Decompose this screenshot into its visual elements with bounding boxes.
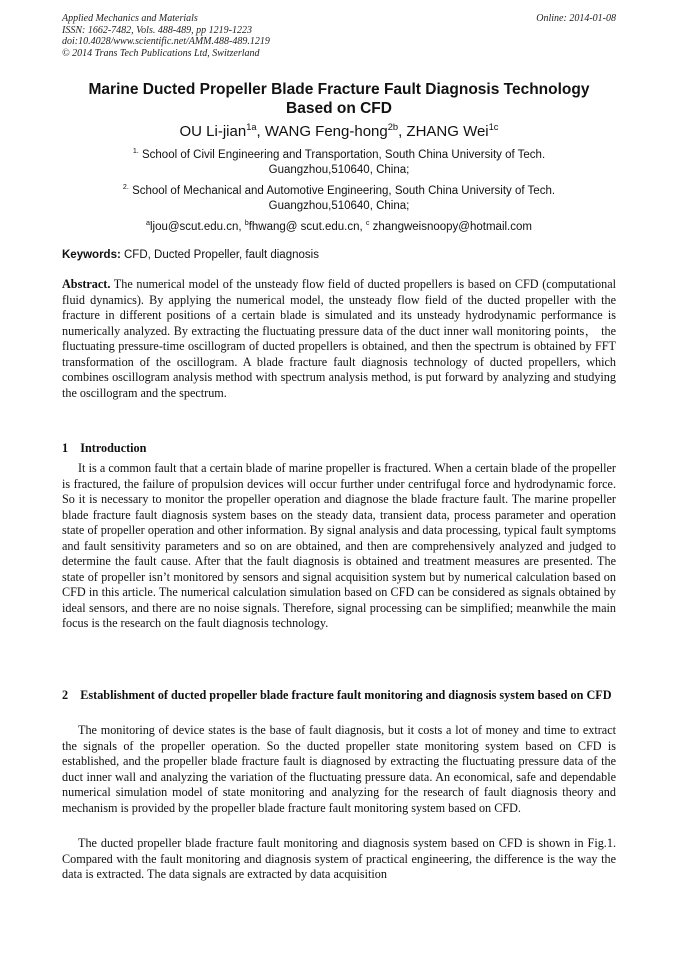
section-2-heading: 2 Establishment of ducted propeller blade fracture fault monitoring and diagnosis system based on CFD	[62, 688, 612, 702]
affiliation-city: Guangzhou,510640, China;	[268, 199, 410, 212]
author-affiliation-mark: 2b	[387, 122, 399, 132]
keywords	[62, 248, 616, 262]
journal-name: Applied Mechanics and Materials	[62, 13, 198, 24]
section-2-paragraph-2: The ducted propeller blade fracture fault monitoring and diagnosis system based on CFD is shown in Fig.1. Compared with the fault monitoring and diagnosis system of practical engineering, the difference is the way the data is extracted. The data signals are extracted by data acquisition	[62, 836, 616, 881]
affiliation-number: 2.	[122, 183, 129, 192]
email-address: zhangweisnoopy@hotmail.com	[369, 221, 532, 233]
abstract-label: Abstract.	[62, 277, 111, 291]
keywords-text: CFD, Ducted Propeller, fault diagnosis	[120, 249, 319, 261]
title-line-2: Based on CFD	[286, 100, 392, 117]
author-name: ZHANG Wei	[406, 123, 489, 140]
issn-line: ISSN: 1662-7482, Vols. 488-489, pp 1219-1223	[62, 24, 252, 36]
abstract	[62, 277, 616, 401]
author-emails	[62, 220, 616, 234]
affiliation-2	[62, 184, 616, 213]
affiliation-city: Guangzhou,510640, China;	[268, 163, 410, 176]
section-1-paragraph: It is a common fault that a certain blade of marine propeller is fractured. When a certain blade of the propeller is fractured, the failure of propulsion devices will occur further under centrifugal force and hydrodynamic force. So it is necessary to monitor the propeller operation and diagnose the blade fracture fault. The marine propeller blade fracture fault diagnosis system bases on the steady data, transient data, process parameter and operation state of propeller operation and other information. By signal analysis and data processing, typical fault symptoms and fault sensitivity parameters and so on are obtained, and then are comprehensively analyzed and judged to determine the fault cause. After that the fault diagnosis is obtained and treatment measures are presented. The state of propeller isn’t monitored by sensors and signal acquisition system but by numerical calculation based on CFD in this article. The numerical calculation simulation based on CFD can be considered as signals obtained by ideal sensors, and there are no noise signals. Therefore, signal processing can be simplified; meanwhile the main focus is the research on the fault diagnosis technology.	[62, 461, 616, 630]
affiliation-line: School of Mechanical and Automotive Engineering, South China University of Tech.	[128, 185, 556, 197]
author-separator: ,	[398, 123, 407, 140]
copyright-line: © 2014 Trans Tech Publications Ltd, Switzerland	[62, 47, 260, 59]
author-affiliation-mark: 1a	[246, 122, 257, 132]
section-1-heading: 1 Introduction	[62, 441, 147, 455]
email-address: fhwang@ scut.edu.cn,	[248, 221, 366, 233]
email-mark: c	[365, 219, 370, 228]
title-line-1: Marine Ducted Propeller Blade Fracture Fault Diagnosis Technology	[88, 81, 590, 98]
abstract-text: The numerical model of the unsteady flow field of ducted propellers is based on CFD (computational fluid dynamics). By applying the numerical model, the unsteady flow field of the ducted propeller with the fracture in different positions of a certain blade is simulated and its unsteady hydrodynamic performance is numerically analyzed. By extracting the fluctuating pressure data of the duct inner wall monitoring points， the fluctuating pressure-time oscillogram of ducted propellers is obtained, and then the spectrum is obtained by FFT transformation of the oscillogram. A blade fracture fault diagnosis technology of ducted propellers, which combines oscillogram analysis method with spectrum analysis method, is put forward by analyzing and studying the oscillogram and the spectrum.	[62, 277, 616, 400]
online-date: Online: 2014-01-08	[536, 13, 616, 24]
author-name: OU Li-jian	[179, 123, 247, 140]
author-list	[62, 123, 616, 141]
author-separator: ,	[256, 123, 265, 140]
affiliation-line: School of Civil Engineering and Transportation, South China University of Tech.	[138, 149, 546, 161]
paper-title	[62, 80, 616, 118]
doi-line: doi:10.4028/www.scientific.net/AMM.488-489.1219	[62, 36, 270, 47]
keywords-label: Keywords:	[62, 249, 121, 261]
section-2-paragraph-1: The monitoring of device states is the base of fault diagnosis, but it costs a lot of money and time to extract the signals of the propeller operation. So the ducted propeller state monitoring system based on CFD is established, and the propeller blade fracture fault is diagnosed by extracting the fluctuating pressure data of the duct inner wall and analyzing the variation of the fluctuating pressure data. An economical, safe and dependable numerical simulation model of state monitoring and analyzing for the research of fault diagnosis theory and mechanism is provided by the propeller blade fracture fault monitoring system based on CFD.	[62, 723, 616, 815]
affiliation-1	[62, 148, 616, 177]
affiliation-number: 1.	[132, 147, 139, 156]
email-address: ljou@scut.edu.cn,	[149, 221, 245, 233]
author-name: WANG Feng-hong	[264, 123, 388, 140]
email-mark: b	[244, 219, 249, 228]
author-affiliation-mark: 1c	[488, 122, 499, 132]
email-mark: a	[146, 219, 150, 228]
journal-header	[62, 13, 616, 59]
